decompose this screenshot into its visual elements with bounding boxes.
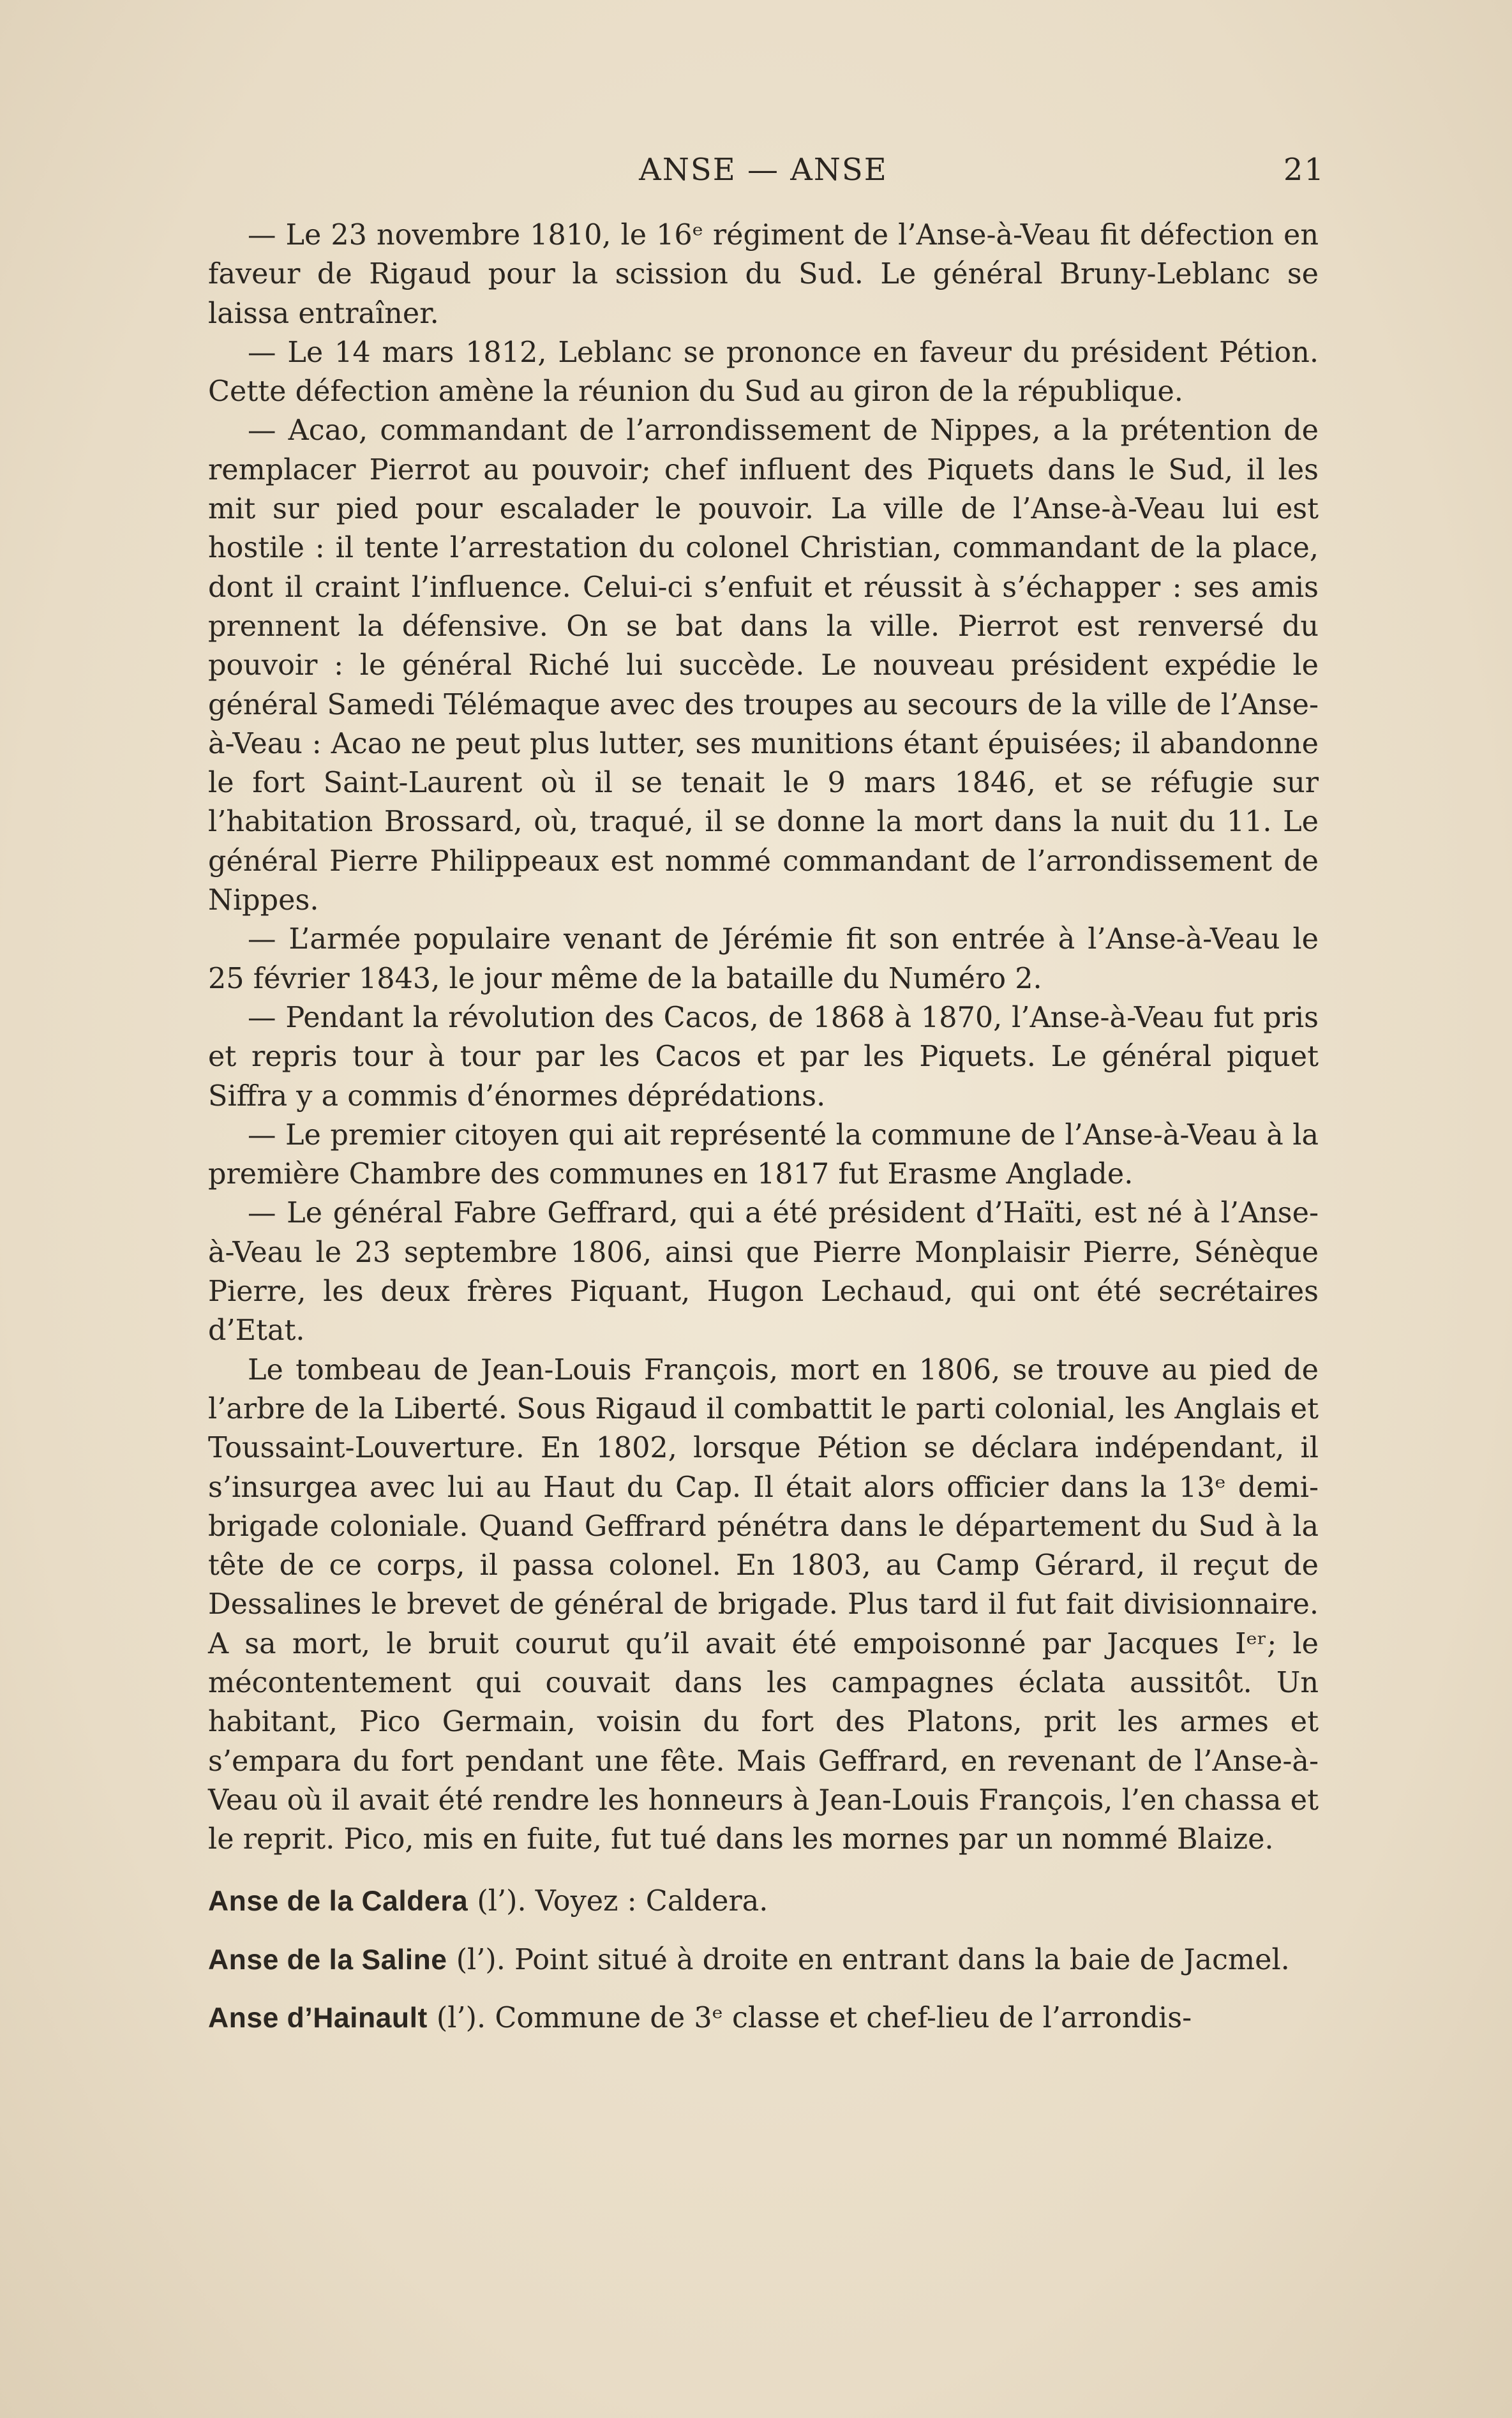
entry-text: (l’). Point situé à droite en entrant dans la baie de Jacmel.: [447, 1943, 1290, 1976]
body-text: [208, 216, 1319, 2038]
paragraph: — Pendant la révolution des Cacos, de 1868 à 1870, l’Anse-à-Veau fut pris et repris tour à tour par les Cacos et par les Piquets. Le général piquet Siffra y a commis d’énormes déprédations.: [208, 1001, 1319, 1113]
entry-headword: Anse de la Saline: [208, 1944, 447, 1976]
entry-text: (l’). Commune de 3ᵉ classe et chef-lieu de l’arrondis-: [427, 2002, 1192, 2035]
dictionary-entry: [208, 1999, 1319, 2038]
dictionary-entry: [208, 1941, 1319, 1979]
running-title: ANSE — ANSE: [639, 152, 888, 188]
entry-text: (l’). Voyez : Caldera.: [468, 1885, 768, 1918]
paragraph: — Le général Fabre Geffrard, qui a été président d’Haïti, est né à l’Anse-à-Veau le 23 septembre 1806, ainsi que Pierre Monplaisir Pierre, Sénèque Pierre, les deux frères Piquant, Hugon Lechaud, qui ont été secrétaires d’Etat.: [208, 1197, 1319, 1348]
paragraph: — L’armée populaire venant de Jérémie fit son entrée à l’Anse-à-Veau le 25 février 1843, le jour même de la bataille du Numéro 2.: [208, 923, 1319, 995]
paragraph: — Le 14 mars 1812, Leblanc se prononce en faveur du président Pétion. Cette défection amène la réunion du Sud au giron de la république.: [208, 336, 1319, 409]
entry-headword: Anse de la Caldera: [208, 1886, 468, 1918]
paragraph: — Le premier citoyen qui ait représenté la commune de l’Anse-à-Veau à la première Chambre des communes en 1817 fut Erasme Anglade.: [208, 1118, 1319, 1191]
paragraph: — Acao, commandant de l’arrondissement de Nippes, a la prétention de remplacer Pierrot au pouvoir; chef influent des Piquets dans le Sud, il les mit sur pied pour escalader le pouvoir. La ville de l’Anse-à-Veau lui est hostile : il tente l’arrestation du colonel Christian, commandant de la place, dont il craint l’influence. Celui-ci s’enfuit et réussit à s’échapper : ses amis prennent la défensive. On se bat dans la ville. Pierrot est renversé du pouvoir : le général Riché lui succède. Le nouveau président expédie le général Samedi Télémaque avec des troupes au secours de la ville de l’Anse-à-Veau : Acao ne peut plus lutter, ses munitions étant épuisées; il abandonne le fort Saint-Laurent où il se tenait le 9 mars 1846, et se réfugie sur l’habitation Brossard, où, traqué, il se donne la mort dans la nuit du 11. Le général Pierre Philippeaux est nommé commandant de l’arrondissement de Nippes.: [208, 414, 1319, 917]
page-number: 21: [1283, 152, 1325, 188]
dictionary-entry: [208, 1882, 1319, 1921]
entry-headword: Anse d’Hainault: [208, 2002, 428, 2034]
document-page: [208, 152, 1325, 2038]
paragraph: Le tombeau de Jean-Louis François, mort en 1806, se trouve au pied de l’arbre de la Liberté. Sous Rigaud il combattit le parti colonial, les Anglais et Toussaint-Louverture. En 1802, lorsque Pétion se déclara indépendant, il s’insurgea avec lui au Haut du Cap. Il était alors officier dans la 13ᵉ demi-brigade coloniale. Quand Geffrard pénétra dans le département du Sud à la tête de ce corps, il passa colonel. En 1803, au Camp Gérard, il reçut de Dessalines le brevet de général de brigade. Plus tard il fut fait divisionnaire. A sa mort, le bruit courut qu’il avait été empoisonné par Jacques Iᵉʳ; le mécontentement qui couvait dans les campagnes éclata aussitôt. Un habitant, Pico Germain, voisin du fort des Platons, prit les armes et s’empara du fort pendant une fête. Mais Geffrard, en revenant de l’Anse-à-Veau où il avait été rendre les honneurs à Jean-Louis François, l’en chassa et le reprit. Pico, mis en fuite, fut tué dans les mornes par un nommé Blaize.: [208, 1353, 1319, 1856]
paragraph: — Le 23 novembre 1810, le 16ᵉ régiment de l’Anse-à-Veau fit défection en faveur de Rigaud pour la scission du Sud. Le général Bruny-Leblanc se laissa entraîner.: [208, 219, 1319, 330]
running-head: [208, 152, 1325, 203]
